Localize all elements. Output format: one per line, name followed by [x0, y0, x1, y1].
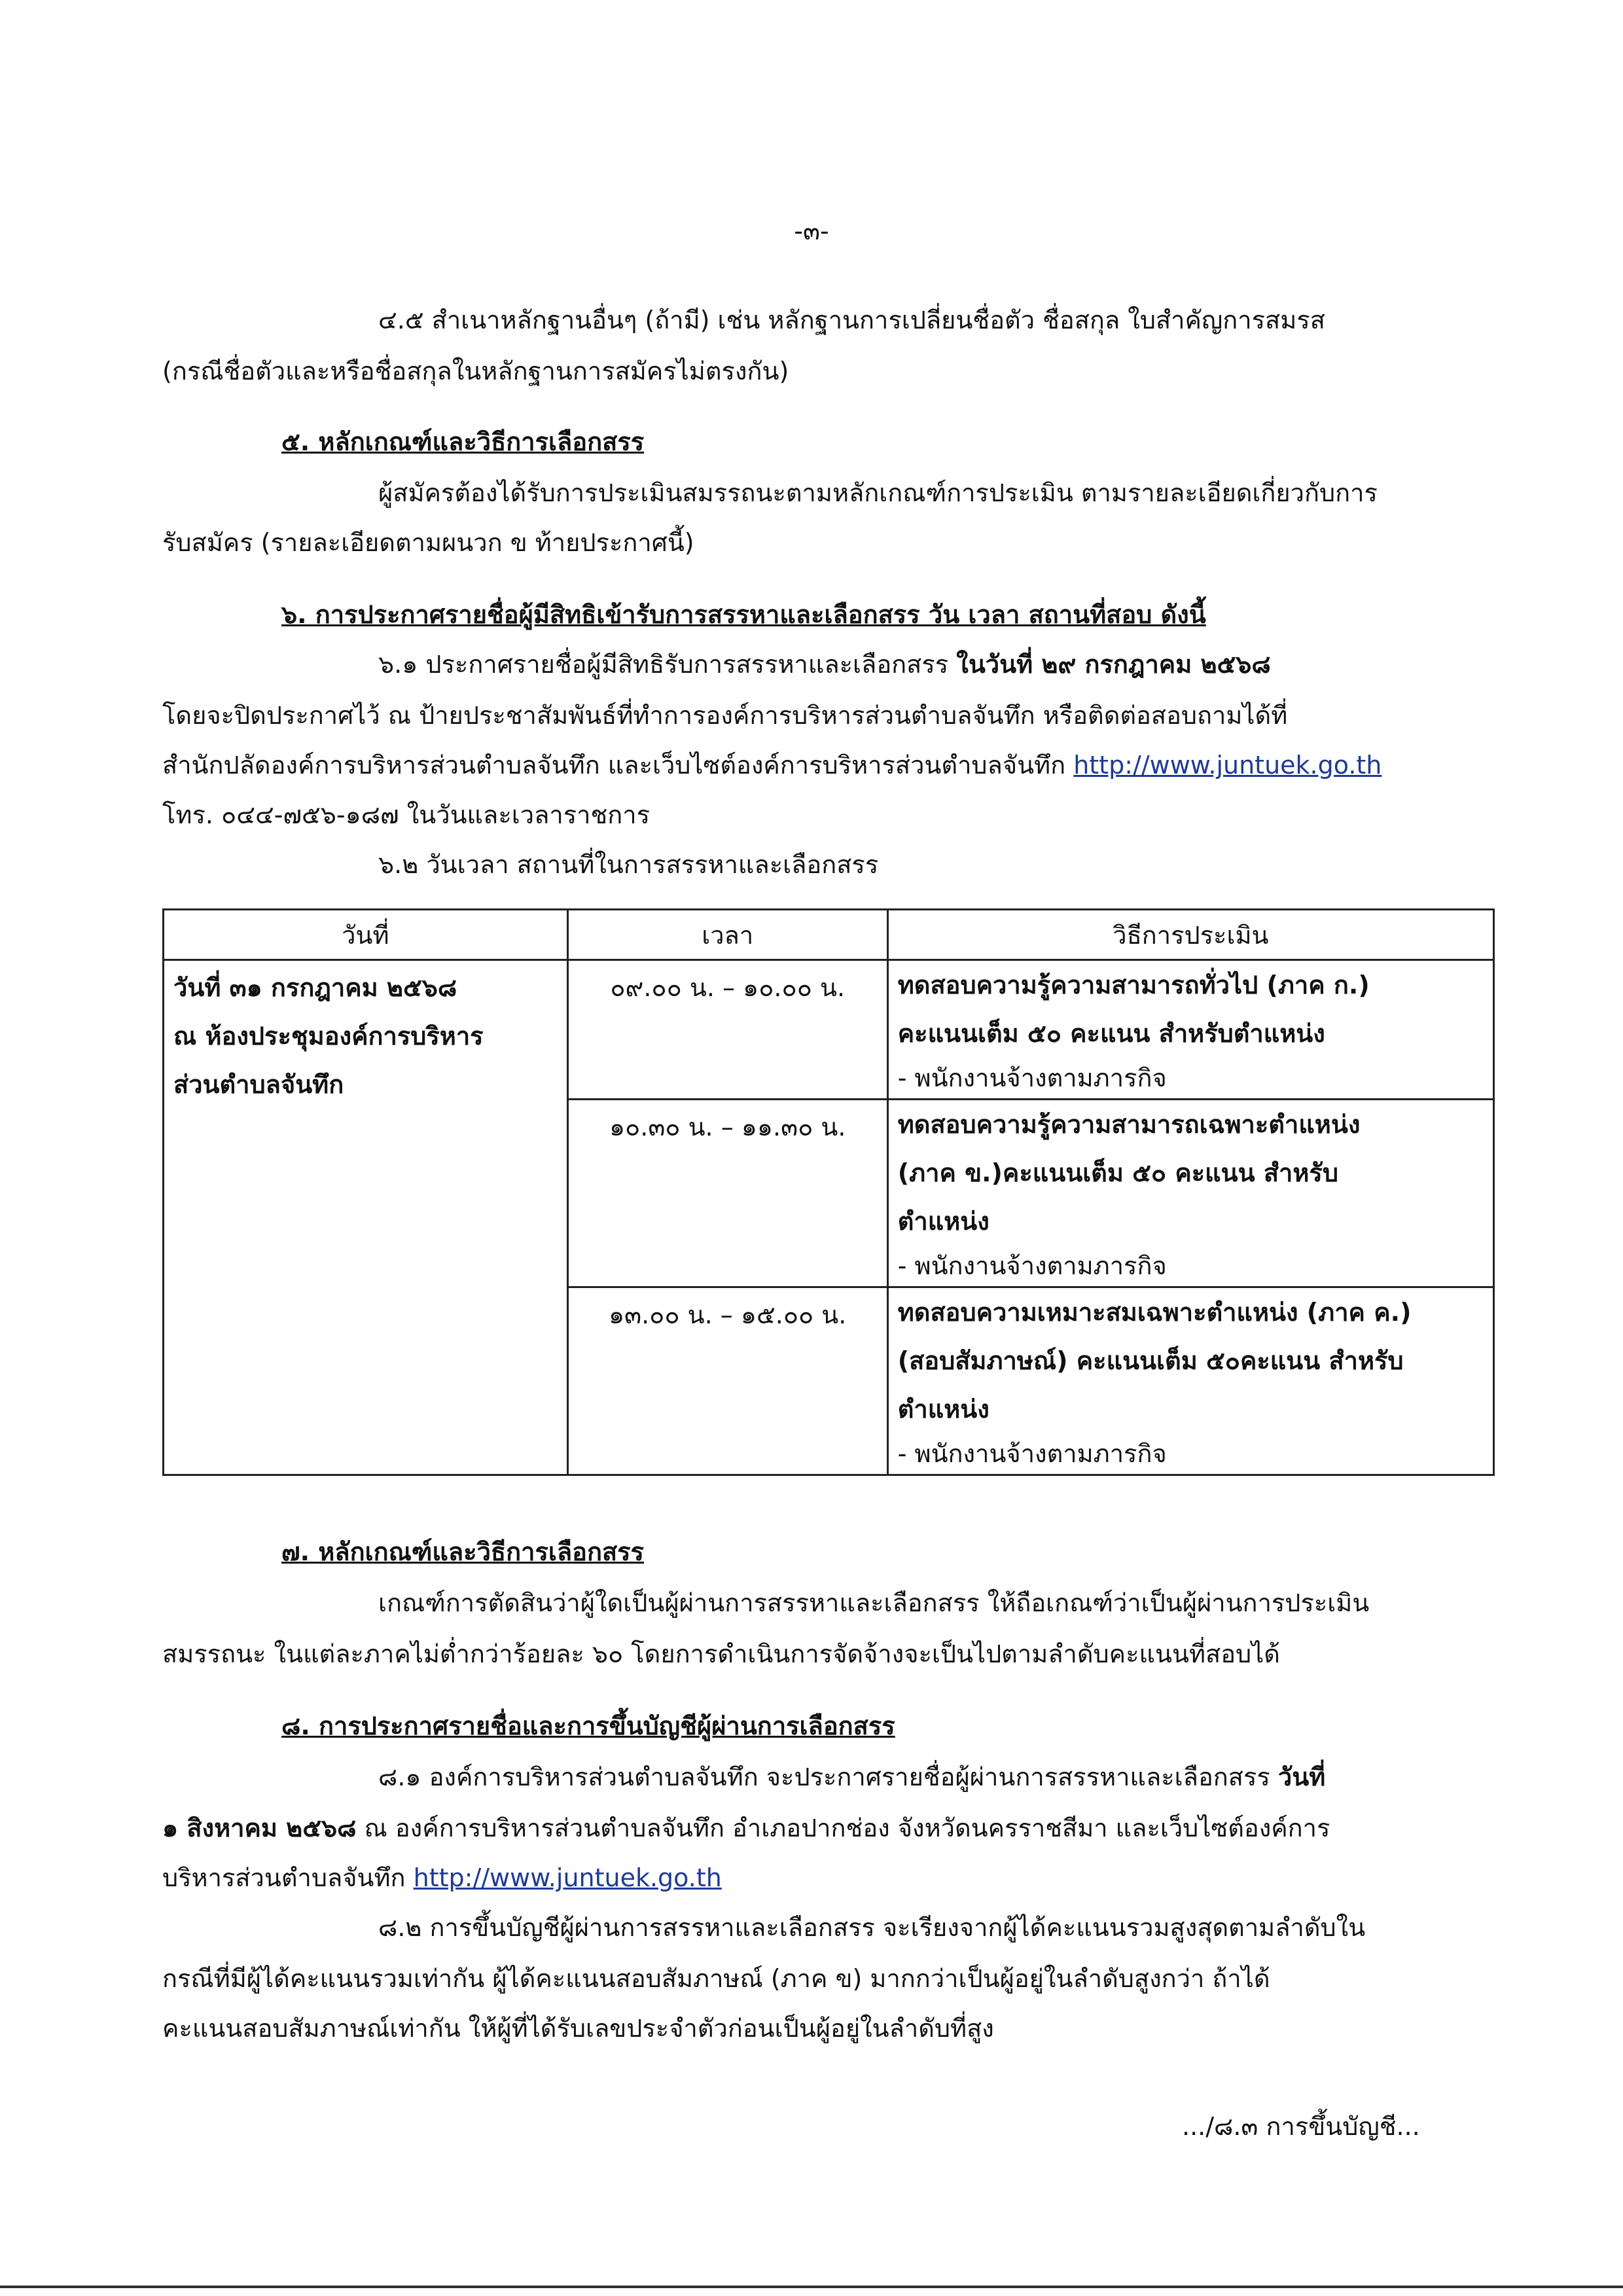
header-time: เวลา [567, 910, 887, 960]
s8-p1-line3-text: บริหารส่วนตำบลจันทึก [162, 1863, 414, 1892]
method-line: ทดสอบความเหมาะสมเฉพาะตำแหน่ง (ภาค ค.) [897, 1298, 1412, 1327]
s7-heading: ๗. หลักเกณฑ์และวิธีการเลือกสรร [281, 1537, 644, 1566]
s45-line2: (กรณีชื่อตัวและหรือชื่อสกุลในหลักฐานการสมัครไม่ตรงกัน) [162, 357, 789, 386]
s6-p1-line2: โดยจะปิดประกาศไว้ ณ ป้ายประชาสัมพันธ์ที่ทำการองค์การบริหารส่วนตำบลจันทึก หรือติดต่อสอบถามได้ที่ [162, 701, 1288, 730]
s7-line2: สมรรถนะ ในแต่ละภาคไม่ต่ำกว่าร้อยละ ๖๐ โดยการดำเนินการจัดจ้างจะเป็นไปตามลำดับคะแนนที่สอบได้ [162, 1640, 1280, 1668]
s8-p2-line3: คะแนนสอบสัมภาษณ์เท่ากัน ให้ผู้ที่ได้รับเลขประจำตัวก่อนเป็นผู้อยู่ในลำดับที่สูง [162, 2014, 994, 2043]
s8-announce-date: ๑ สิงหาคม ๒๕๖๘ [162, 1814, 357, 1842]
table-header-row [164, 910, 1494, 960]
date-line: ส่วนตำบลจันทึก [173, 1070, 344, 1099]
website-link[interactable]: http://www.juntuek.go.th [413, 1863, 722, 1892]
method-line: ตำแหน่ง [897, 1207, 990, 1236]
s5-line1: ผู้สมัครต้องได้รับการประเมินสมรรถนะตามหลักเกณฑ์การประเมิน ตามรายละเอียดเกี่ยวกับการ [378, 478, 1378, 507]
method-line: ทดสอบความรู้ความสามารถทั่วไป (ภาค ก.) [897, 971, 1370, 999]
s8-p1-line1 [378, 1757, 1325, 1797]
s8-p1-line2 [162, 1808, 1330, 1848]
s8-heading: ๘. การประกาศรายชื่อและการขึ้นบัญชีผู้ผ่านการเลือกสรร [281, 1712, 895, 1740]
method-cell [887, 1287, 1493, 1475]
method-line: ตำแหน่ง [897, 1395, 990, 1424]
page-number: -๓- [794, 217, 829, 245]
s6-p1-line3-text: สำนักปลัดองค์การบริหารส่วนตำบลจันทึก และเว็บไซต์องค์การบริหารส่วนตำบลจันทึก [162, 751, 1074, 780]
method-line: (สอบสัมภาษณ์) คะแนนเต็ม ๕๐คะแนน สำหรับ [897, 1346, 1404, 1375]
position-text: - พนักงานจ้างตามภารกิจ [897, 1064, 1167, 1092]
date-line: ณ ห้องประชุมองค์การบริหาร [173, 1022, 484, 1050]
s8-p2-line1: ๘.๒ การขึ้นบัญชีผู้ผ่านการสรรหาและเลือกสรร จะเรียงจากผู้ได้คะแนนรวมสูงสุดตามลำดับใน [378, 1913, 1366, 1942]
s6-announce-date: ในวันที่ ๒๙ กรกฎาคม ๒๕๖๘ [956, 650, 1271, 679]
website-link[interactable]: http://www.juntuek.go.th [1073, 751, 1382, 780]
header-date: วันที่ [164, 910, 568, 960]
time-text: ๑๐.๓๐ น. – ๑๑.๓๐ น. [609, 1113, 846, 1141]
time-text: ๑๓.๐๐ น. – ๑๕.๐๐ น. [609, 1300, 847, 1329]
table-row [164, 960, 1494, 1100]
method-cell [887, 960, 1493, 1100]
date-cell [164, 960, 568, 1475]
header-method: วิธีการประเมิน [887, 910, 1493, 960]
position-text: - พนักงานจ้างตามภารกิจ [897, 1439, 1167, 1468]
date-line: วันที่ ๓๑ กรกฎาคม ๒๕๖๘ [173, 973, 457, 1002]
time-cell [567, 1100, 887, 1287]
s8-p2-line2: กรณีที่มีผู้ได้คะแนนรวมเท่ากัน ผู้ได้คะแนนสอบสัมภาษณ์ (ภาค ข) มากกว่าเป็นผู้อยู่ในลำดับสูงกว่า ถ้าได้ [162, 1964, 1270, 1993]
s6-heading: ๖. การประกาศรายชื่อผู้มีสิทธิเข้ารับการสรรหาและเลือกสรร วัน เวลา สถานที่สอบ ดังนี้ [281, 600, 1206, 629]
method-line: ทดสอบความรู้ความสามารถเฉพาะตำแหน่ง [897, 1110, 1361, 1139]
method-cell [887, 1100, 1493, 1287]
s8-date-label: วันที่ [1277, 1763, 1326, 1791]
schedule-table [162, 908, 1495, 1476]
s8-p1-line1-text: ๘.๑ องค์การบริหารส่วนตำบลจันทึก จะประกาศรายชื่อผู้ผ่านการสรรหาและเลือกสรร [378, 1763, 1278, 1791]
s6-p1-line1-text: ๖.๑ ประกาศรายชื่อผู้มีสิทธิรับการสรรหาและเลือกสรร [378, 650, 957, 679]
time-text: ๐๙.๐๐ น. – ๑๐.๐๐ น. [610, 973, 846, 1002]
s5-heading: ๕. หลักเกณฑ์และวิธีการเลือกสรร [281, 427, 645, 456]
s5-line2: รับสมัคร (รายละเอียดตามผนวก ข ท้ายประกาศนี้) [162, 528, 694, 557]
s6-p1-line3 [162, 745, 1382, 785]
s8-p1-line2-text: ณ องค์การบริหารส่วนตำบลจันทึก อำเภอปากช่อง จังหวัดนครราชสีมา และเว็บไซต์องค์การ [356, 1814, 1330, 1842]
s6-p1-line1 [378, 644, 1271, 684]
time-cell [567, 1287, 887, 1475]
s6-p1-line4: โทร. ๐๔๔-๗๕๖-๑๘๗ ในวันและเวลาราชการ [162, 800, 650, 829]
method-line: (ภาค ข.)คะแนนเต็ม ๕๐ คะแนน สำหรับ [897, 1158, 1338, 1187]
s45-line1: ๔.๕ สำเนาหลักฐานอื่นๆ (ถ้ามี) เช่น หลักฐานการเปลี่ยนชื่อตัว ชื่อสกุล ใบสำคัญการสมรส [378, 306, 1325, 334]
time-cell [567, 960, 887, 1100]
position-text: - พนักงานจ้างตามภารกิจ [897, 1251, 1167, 1280]
s7-line1: เกณฑ์การตัดสินว่าผู้ใดเป็นผู้ผ่านการสรรหาและเลือกสรร ให้ถือเกณฑ์ว่าเป็นผู้ผ่านการประเมิน [378, 1588, 1370, 1617]
s6-p2: ๖.๒ วันเวลา สถานที่ในการสรรหาและเลือกสรร [378, 850, 879, 879]
page-bottom-border [0, 2286, 1623, 2288]
s8-p1-line3 [162, 1857, 722, 1897]
method-line: คะแนนเต็ม ๕๐ คะแนน สำหรับตำแหน่ง [897, 1019, 1325, 1048]
continuation-note: .../๘.๓ การขึ้นบัญชี... [1182, 2112, 1420, 2141]
